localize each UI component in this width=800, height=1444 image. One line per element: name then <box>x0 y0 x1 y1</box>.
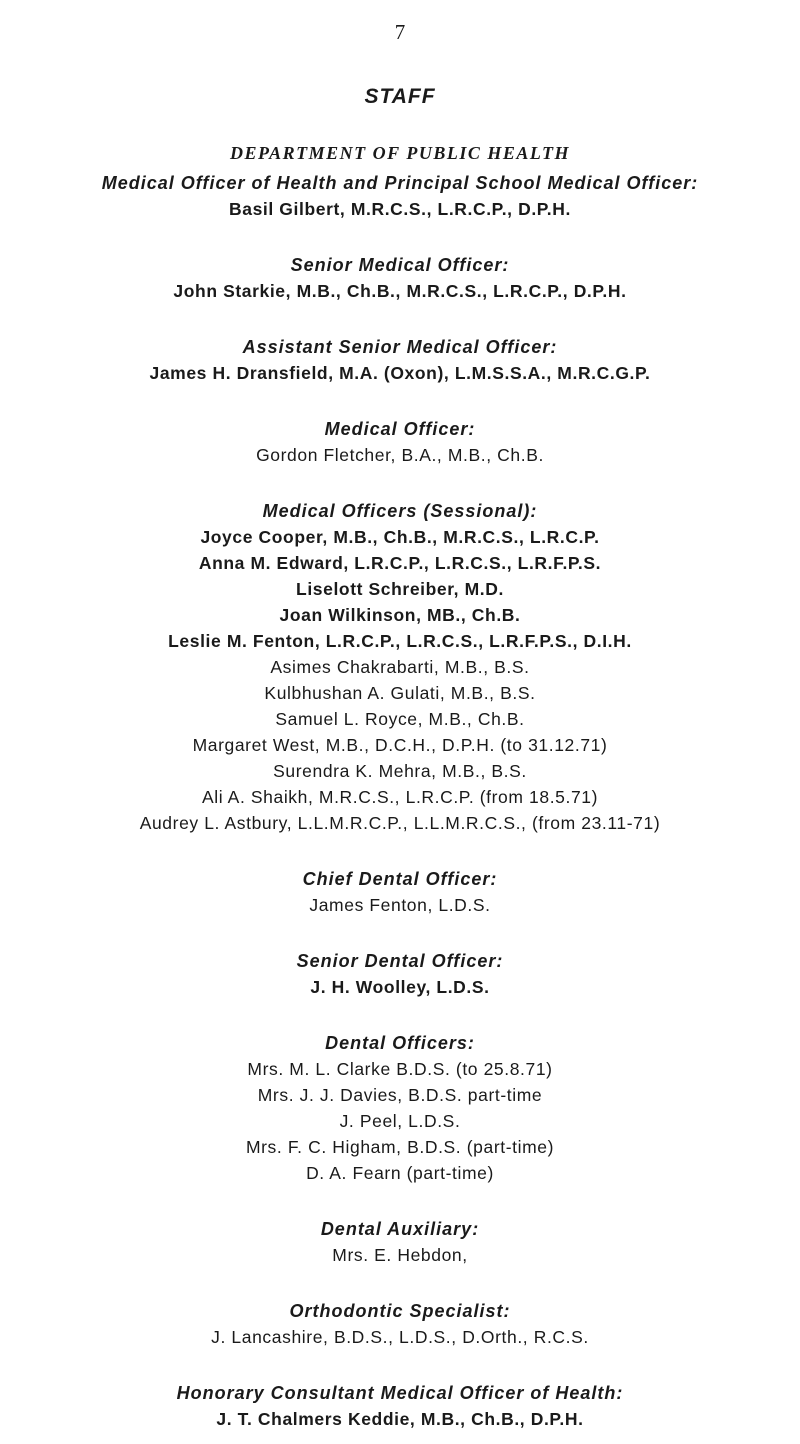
section-heading: Senior Medical Officer: <box>290 255 510 275</box>
staff-entry: J. Peel, L.D.S. <box>339 1111 461 1131</box>
staff-entry: Kulbhushan A. Gulati, M.B., B.S. <box>264 683 536 703</box>
staff-entry: J. T. Chalmers Keddie, M.B., Ch.B., D.P.H. <box>216 1409 584 1429</box>
staff-entry: Leslie M. Fenton, L.R.C.P., L.R.C.S., L.R.F.P.S., D.I.H. <box>168 631 632 651</box>
staff-section <box>0 170 800 222</box>
staff-section <box>0 416 800 468</box>
section-heading: Dental Officers: <box>325 1033 475 1053</box>
staff-section <box>0 334 800 386</box>
staff-entry: Liselott Schreiber, M.D. <box>296 579 504 599</box>
section-heading: Chief Dental Officer: <box>302 869 498 889</box>
section-heading: Dental Auxiliary: <box>320 1219 480 1239</box>
staff-entry: James Fenton, L.D.S. <box>309 895 491 915</box>
staff-entry: Mrs. E. Hebdon, <box>332 1245 468 1265</box>
staff-section <box>0 1216 800 1268</box>
staff-entry: Basil Gilbert, M.R.C.S., L.R.C.P., D.P.H. <box>229 199 571 219</box>
staff-entry: Samuel L. Royce, M.B., Ch.B. <box>275 709 525 729</box>
staff-section <box>0 948 800 1000</box>
section-heading: Orthodontic Specialist: <box>289 1301 511 1321</box>
staff-entry: Joan Wilkinson, MB., Ch.B. <box>279 605 521 625</box>
section-heading: Assistant Senior Medical Officer: <box>242 337 558 357</box>
section-heading: Senior Dental Officer: <box>296 951 504 971</box>
staff-section <box>0 1030 800 1186</box>
page-title: STAFF <box>364 85 436 108</box>
staff-entry: Mrs. J. J. Davies, B.D.S. part-time <box>257 1085 543 1105</box>
section-heading: Medical Officer of Health and Principal School Medical Officer: <box>101 173 699 193</box>
section-heading: Medical Officers (Sessional): <box>262 501 538 521</box>
staff-entry: Margaret West, M.B., D.C.H., D.P.H. (to 31.12.71) <box>192 735 608 755</box>
department-heading: DEPARTMENT OF PUBLIC HEALTH <box>229 143 571 163</box>
staff-entry: John Starkie, M.B., Ch.B., M.R.C.S., L.R.C.P., D.P.H. <box>173 281 627 301</box>
staff-section <box>0 252 800 304</box>
page-number: 7 <box>394 20 406 44</box>
staff-entry: Ali A. Shaikh, M.R.C.S., L.R.C.P. (from 18.5.71) <box>201 787 599 807</box>
staff-entry: Joyce Cooper, M.B., Ch.B., M.R.C.S., L.R.C.P. <box>200 527 600 547</box>
section-heading: Honorary Consultant Medical Officer of Health: <box>176 1383 624 1403</box>
staff-entry: Surendra K. Mehra, M.B., B.S. <box>273 761 527 781</box>
staff-entry: James H. Dransfield, M.A. (Oxon), L.M.S.S.A., M.R.C.G.P. <box>149 363 651 383</box>
staff-entry: Audrey L. Astbury, L.L.M.R.C.P., L.L.M.R.C.S., (from 23.11-71) <box>139 813 661 833</box>
staff-entry: Anna M. Edward, L.R.C.P., L.R.C.S., L.R.F.P.S. <box>198 553 602 573</box>
staff-section <box>0 866 800 918</box>
staff-entry: Asimes Chakrabarti, M.B., B.S. <box>270 657 530 677</box>
staff-entry: J. H. Woolley, L.D.S. <box>310 977 490 997</box>
staff-section <box>0 498 800 836</box>
section-heading: Medical Officer: <box>324 419 476 439</box>
staff-entry: J. Lancashire, B.D.S., L.D.S., D.Orth., R.C.S. <box>211 1327 589 1347</box>
staff-entry: Gordon Fletcher, B.A., M.B., Ch.B. <box>256 445 544 465</box>
staff-section <box>0 1298 800 1350</box>
staff-entry: Mrs. M. L. Clarke B.D.S. (to 25.8.71) <box>247 1059 553 1079</box>
staff-section <box>0 1380 800 1432</box>
staff-entry: D. A. Fearn (part-time) <box>306 1163 494 1183</box>
staff-entry: Mrs. F. C. Higham, B.D.S. (part-time) <box>245 1137 555 1157</box>
staff-list <box>0 170 800 1432</box>
